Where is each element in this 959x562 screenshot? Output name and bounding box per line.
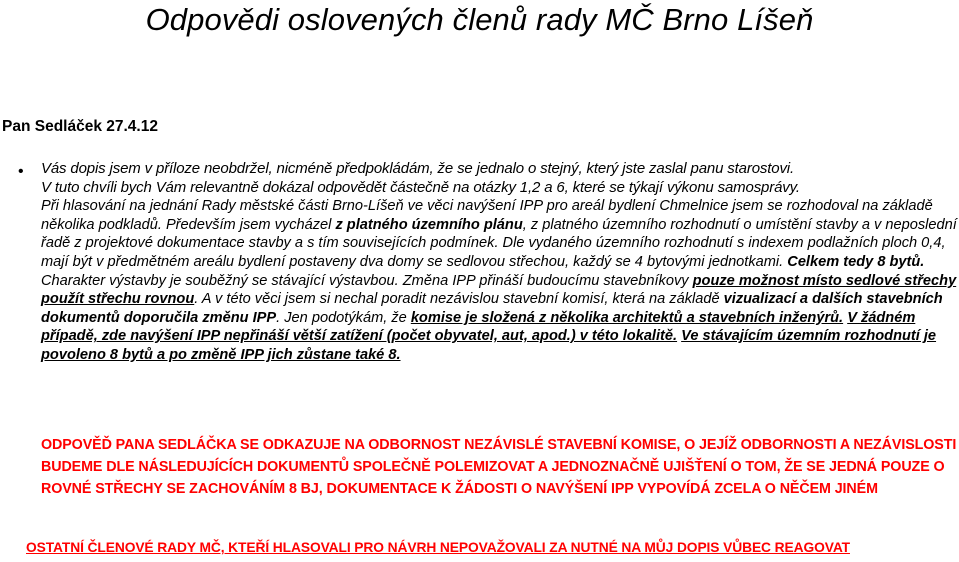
emphasis-total-flats: Celkem tedy 8 bytů.	[787, 253, 925, 270]
emphasis-eight-flats: Ve stávajícím územním rozhodnutí je povoleno 8 bytů a po změně IPP jich zůstane také 8.	[41, 328, 937, 363]
emphasis-flat-roof: pouze možnost místo sedlové střechy použít střechu rovnou	[41, 272, 957, 308]
response-paragraph	[41, 197, 959, 364]
emphasis-visualisations: vizualizací a dalších stavebních dokumentů doporučila změnu IPP	[41, 291, 943, 326]
emphasis-no-load: V žádném případě, zde navýšení IPP nepřináší větší zatížení (počet obyvatel, aut, apod.) v této lokalitě.	[41, 309, 916, 345]
text-run: . Jen podotýkám, že	[276, 309, 411, 326]
text-run: . A v této věci jsem si nechal poradit nezávislou stavební komisí, která na základě	[194, 291, 724, 308]
text-run: , z platného územního rozhodnutí o umístění stavby a v neposlední řadě z projektové dokumentace stavby a s tím souvisejících podmínek. Dle vydaného územního rozhodnutí s indexem podlažních ploch 0,4, mají být v předmětném areálu bydlení postaveny dva domy se sedlovou střechou, každý se 4 bytovými jednotkami.	[41, 216, 957, 270]
emphasis-territorial-plan: z platného územního plánu	[335, 216, 523, 233]
page-title: Odpovědi oslovených členů rady MČ Brno Líšeň	[145, 2, 814, 37]
red-commentary: ODPOVĚĎ PANA SEDLÁČKA SE ODKAZUJE NA ODBORNOST NEZÁVISLÉ STAVEBNÍ KOMISE, O JEJÍŽ ODBORNOSTI A NEZÁVISLOSTI BUDEME DLE NÁSLEDUJÍCÍCH DOKUMENTŮ SPOLEČNĚ POLEMIZOVAT A JEDNOZNAČNĚ UJIŠŤENÍ O TOM, ŽE SE JEDNÁ POUZE O ROVNÉ STŘECHY SE ZACHOVÁNÍM 8 BJ, DOKUMENTACE K ŽÁDOSTI O NAVÝŠENÍ IPP VYPOVÍDÁ ZCELA O NĚČEM JINÉM	[41, 437, 957, 497]
response-line-2: V tuto chvíli bych Vám relevantně dokázal odpovědět částečně na otázky 1,2 a 6, které se týkají výkonu samosprávy.	[41, 178, 800, 196]
bullet-marker: •	[18, 163, 24, 180]
response-line-1: Vás dopis jsem v příloze neobdržel, nicméně předpokládám, že se jednalo o stejný, který jste zaslal panu starostovi.	[41, 160, 794, 177]
response-body	[41, 160, 959, 365]
text-run: Charakter výstavby je souběžný se stávající výstavbou. Změna IPP přináší budoucímu stavebníkovy	[41, 272, 693, 289]
closing-note: OSTATNÍ ČLENOVÉ RADY MČ, KTEŘÍ HLASOVALI PRO NÁVRH NEPOVAŽOVALI ZA NUTNÉ NA MŮJ DOPIS VŮBEC REAGOVAT	[26, 540, 850, 555]
emphasis-commission: komise je složená z několika architektů a stavebních inženýrů.	[410, 309, 844, 326]
text-run: Při hlasování na jednání Rady městské části Brno-Líšeň ve věci navýšení IPP pro areál bydlení Chmelnice jsem se rozhodoval na základě několika podkladů. Především jsem vycházel	[41, 198, 933, 233]
speaker-heading: Pan Sedláček 27.4.12	[2, 118, 158, 135]
